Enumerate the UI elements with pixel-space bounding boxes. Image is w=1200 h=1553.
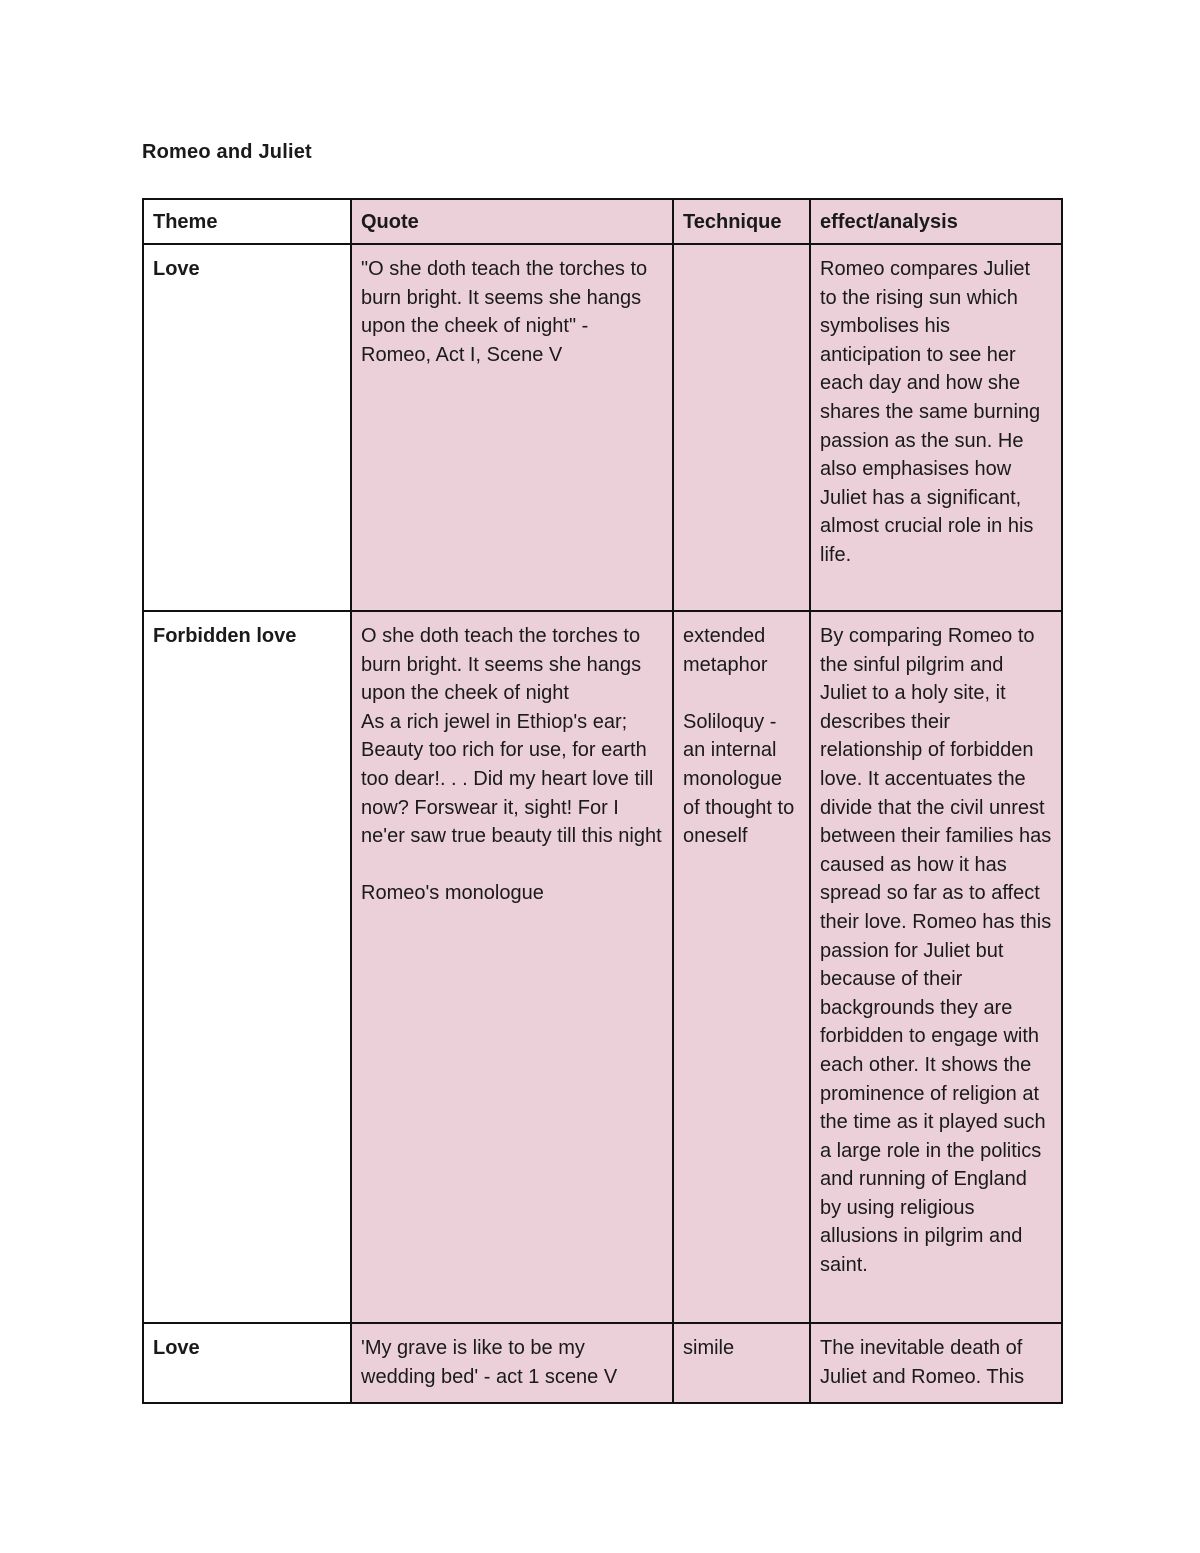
cell-technique: simile: [673, 1323, 810, 1403]
cell-technique: [673, 244, 810, 611]
table-row: [143, 1323, 1062, 1403]
cell-technique: extended metaphor Soliloquy - an internal monologue of thought to oneself: [673, 611, 810, 1323]
table-row: [143, 611, 1062, 1323]
cell-quote: "O she doth teach the torches to burn bright. It seems she hangs upon the cheek of night" - Romeo, Act I, Scene V: [351, 244, 673, 611]
header-effect-analysis: effect/analysis: [810, 199, 1062, 244]
cell-theme: Love: [143, 244, 351, 611]
cell-effect: Romeo compares Juliet to the rising sun which symbolises his anticipation to see her each day and how she shares the same burning passion as the sun. He also emphasises how Juliet has a significant, almost crucial role in his life.: [810, 244, 1062, 611]
header-quote: Quote: [351, 199, 673, 244]
cell-effect: By comparing Romeo to the sinful pilgrim and Juliet to a holy site, it describes their relationship of forbidden love. It accentuates the divide that the civil unrest between their families has caused as how it has spread so far as to affect their love. Romeo has this passion for Juliet but because of their backgrounds they are forbidden to engage with each other. It shows the prominence of religion at the time as it played such a large role in the politics and running of England by using religious allusions in pilgrim and saint.: [810, 611, 1062, 1323]
table-header-row: [143, 199, 1062, 244]
cell-theme: Love: [143, 1323, 351, 1403]
table-row: [143, 244, 1062, 611]
cell-theme: Forbidden love: [143, 611, 351, 1323]
cell-effect: The inevitable death of Juliet and Romeo. This: [810, 1323, 1062, 1403]
cell-quote: O she doth teach the torches to burn bright. It seems she hangs upon the cheek of night As a rich jewel in Ethiop's ear; Beauty too rich for use, for earth too dear!. . . Did my heart love till now? Forswear it, sight! For I ne'er saw true beauty till this night Romeo's monologue: [351, 611, 673, 1323]
header-technique: Technique: [673, 199, 810, 244]
header-theme: Theme: [143, 199, 351, 244]
document-title: Romeo and Juliet: [142, 141, 312, 163]
cell-quote: 'My grave is like to be my wedding bed' - act 1 scene V: [351, 1323, 673, 1403]
theme-analysis-table: [142, 198, 1063, 1404]
